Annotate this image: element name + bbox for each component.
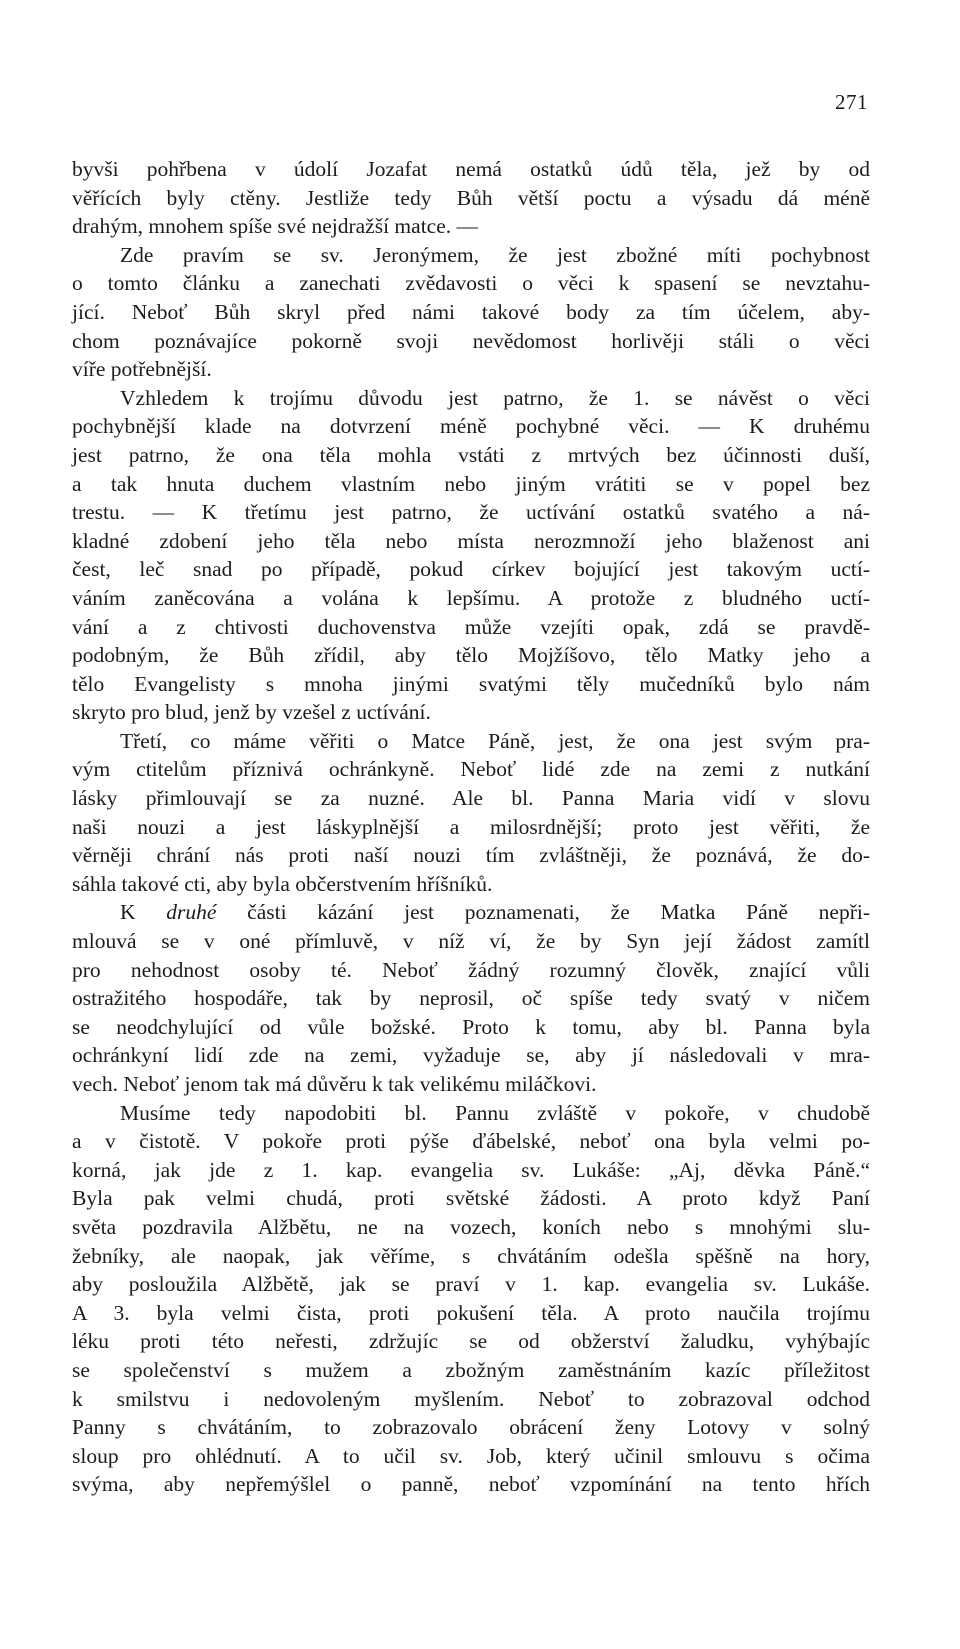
text-line: naši nouzi a jest láskyplnější a milosrdnější; proto jest věřiti, že [72,814,870,839]
text-line: jest patrno, že ona těla mohla vstáti z mrtvých bez účinnosti duší, [72,442,870,467]
text-line: sloup pro ohlédnutí. A to učil sv. Job, který učinil smlouvu s očima [72,1443,870,1468]
text-line: Panny s chvátáním, to zobrazovalo obrácení ženy Lotovy v solný [72,1415,870,1440]
text-line: Třetí, co máme věřiti o Matce Páně, jest, že ona jest svým pra- [120,728,870,753]
text-line: váním zaněcována a volána k lepšímu. A protože z bludného uctí- [72,585,870,610]
text-line: tělo Evangelisty s mnoha jinými svatými těly mučedníků bylo nám [72,671,870,696]
text-line: A 3. byla velmi čista, proti pokušení těla. A proto naučila trojímu [72,1300,870,1325]
text-line: o tomto článku a zanechati zvědavosti o věci k spasení se nevztahu- [72,271,870,296]
italic-word: druhé [166,900,217,925]
text-line: sáhla takové cti, aby byla občerstvením hříšníků. [72,871,493,896]
text-line: lásky přimlouvají se za nuzné. Ale bl. Panna Maria vidí v slovu [72,786,870,811]
text-line: a v čistotě. V pokoře proti pýše ďábelské, neboť ona byla velmi po- [72,1129,870,1154]
text-line: aby posloužila Alžbětě, jak se praví v 1. kap. evangelia sv. Lukáše. [72,1272,870,1297]
text-line: Byla pak velmi chudá, proti světské žádosti. A proto když Paní [72,1186,870,1211]
text-line: věrněji chrání nás proti naší nouzi tím zvláštněji, že poznává, že do- [72,843,870,868]
text-line: svýma, aby nepřemýšlel o panně, neboť vzpomínání na tento hřích [72,1472,870,1497]
text-line: k smilstvu i nedovoleným myšlením. Neboť to zobrazoval odchod [72,1386,870,1411]
text-line: ochránkyní lidí zde na zemi, vyžaduje se, aby jí následovali v mra- [72,1043,870,1068]
text-line: pro nehodnost osoby té. Neboť žádný rozumný člověk, znající vůli [72,957,870,982]
text-line: vání a z chtivosti duchovenstva může vzejíti opak, zdá se pravdě- [72,614,870,639]
text-line: Zde pravím se sv. Jeronýmem, že jest zbožné míti pochybnost [120,242,870,267]
text-line: korná, jak jde z 1. kap. evangelia sv. Lukáše: „Aj, děvka Páně.“ [72,1157,870,1182]
text-line: jící. Neboť Bůh skryl před námi takové body za tím účelem, aby- [72,299,870,324]
text-line: K druhé části kázání jest poznamenati, že Matka Páně nepři- [120,900,870,925]
text-line: mlouvá se v oné přímluvě, v níž ví, že by Syn její žádost zamítl [72,929,870,954]
text-line: kladné zdobení jeho těla nebo místa nerozmnoží jeho blaženost ani [72,528,870,553]
page-number: 271 [835,90,868,114]
text-line: podobným, že Bůh zřídil, aby tělo Mojžíšovo, tělo Matky jeho a [72,643,870,668]
text-line: a tak hnuta duchem vlastním nebo jiným vrátiti se v popel bez [72,471,870,496]
text-line: drahým, mnohem spíše své nejdražší matce. — [72,214,479,239]
text-line: vým ctitelům příznivá ochránkyně. Neboť lidé zde na zemi z nutkání [72,757,870,782]
text-line: Musíme tedy napodobiti bl. Pannu zvláště v pokoře, v chudobě [120,1100,870,1125]
text-line: čest, leč snad po případě, pokud církev bojující jest takovým uctí- [72,557,870,582]
text-line: víře potřebnější. [72,357,212,382]
text-line: trestu. — K třetímu jest patrno, že uctívání ostatků svatého a ná- [72,500,870,525]
text-line: se neodchylující od vůle božské. Proto k tomu, aby bl. Panna byla [72,1014,870,1039]
body-text [72,155,870,1499]
text-line: světa pozdravila Alžbětu, ne na vozech, koních nebo s mnohými slu- [72,1214,870,1239]
text-line: vech. Neboť jenom tak má důvěru k tak velikému miláčkovi. [72,1072,597,1096]
text-line: Vzhledem k trojímu důvodu jest patrno, že 1. se návěst o věci [120,385,870,410]
text-line: se společenství s mužem a zbožným zaměstnáním kazíc příležitost [72,1357,870,1382]
text-line: žebníky, ale naopak, jak věříme, s chvátáním odešla spěšně na hory, [72,1243,870,1268]
text-line: chom poznávajíce pokorně svoji nevědomost horlivěji stáli o věci [72,328,870,353]
text-line: věřících byly ctěny. Jestliže tedy Bůh větší poctu a výsadu dá méně [72,185,870,210]
text-line: léku proti této neřesti, zdržujíc se od obžerství žaludku, vyhýbajíc [72,1329,870,1354]
text-line: pochybnější klade na dotvrzení méně pochybné věci. — K druhému [72,414,870,439]
text-line: ostražitého hospodáře, tak by neprosil, oč spíše tedy svatý v ničem [72,986,870,1011]
text-line: skryto pro blud, jenž by vzešel z uctívání. [72,700,431,725]
text-line: byvši pohřbena v údolí Jozafat nemá ostatků údů těla, jež by od [72,157,870,181]
